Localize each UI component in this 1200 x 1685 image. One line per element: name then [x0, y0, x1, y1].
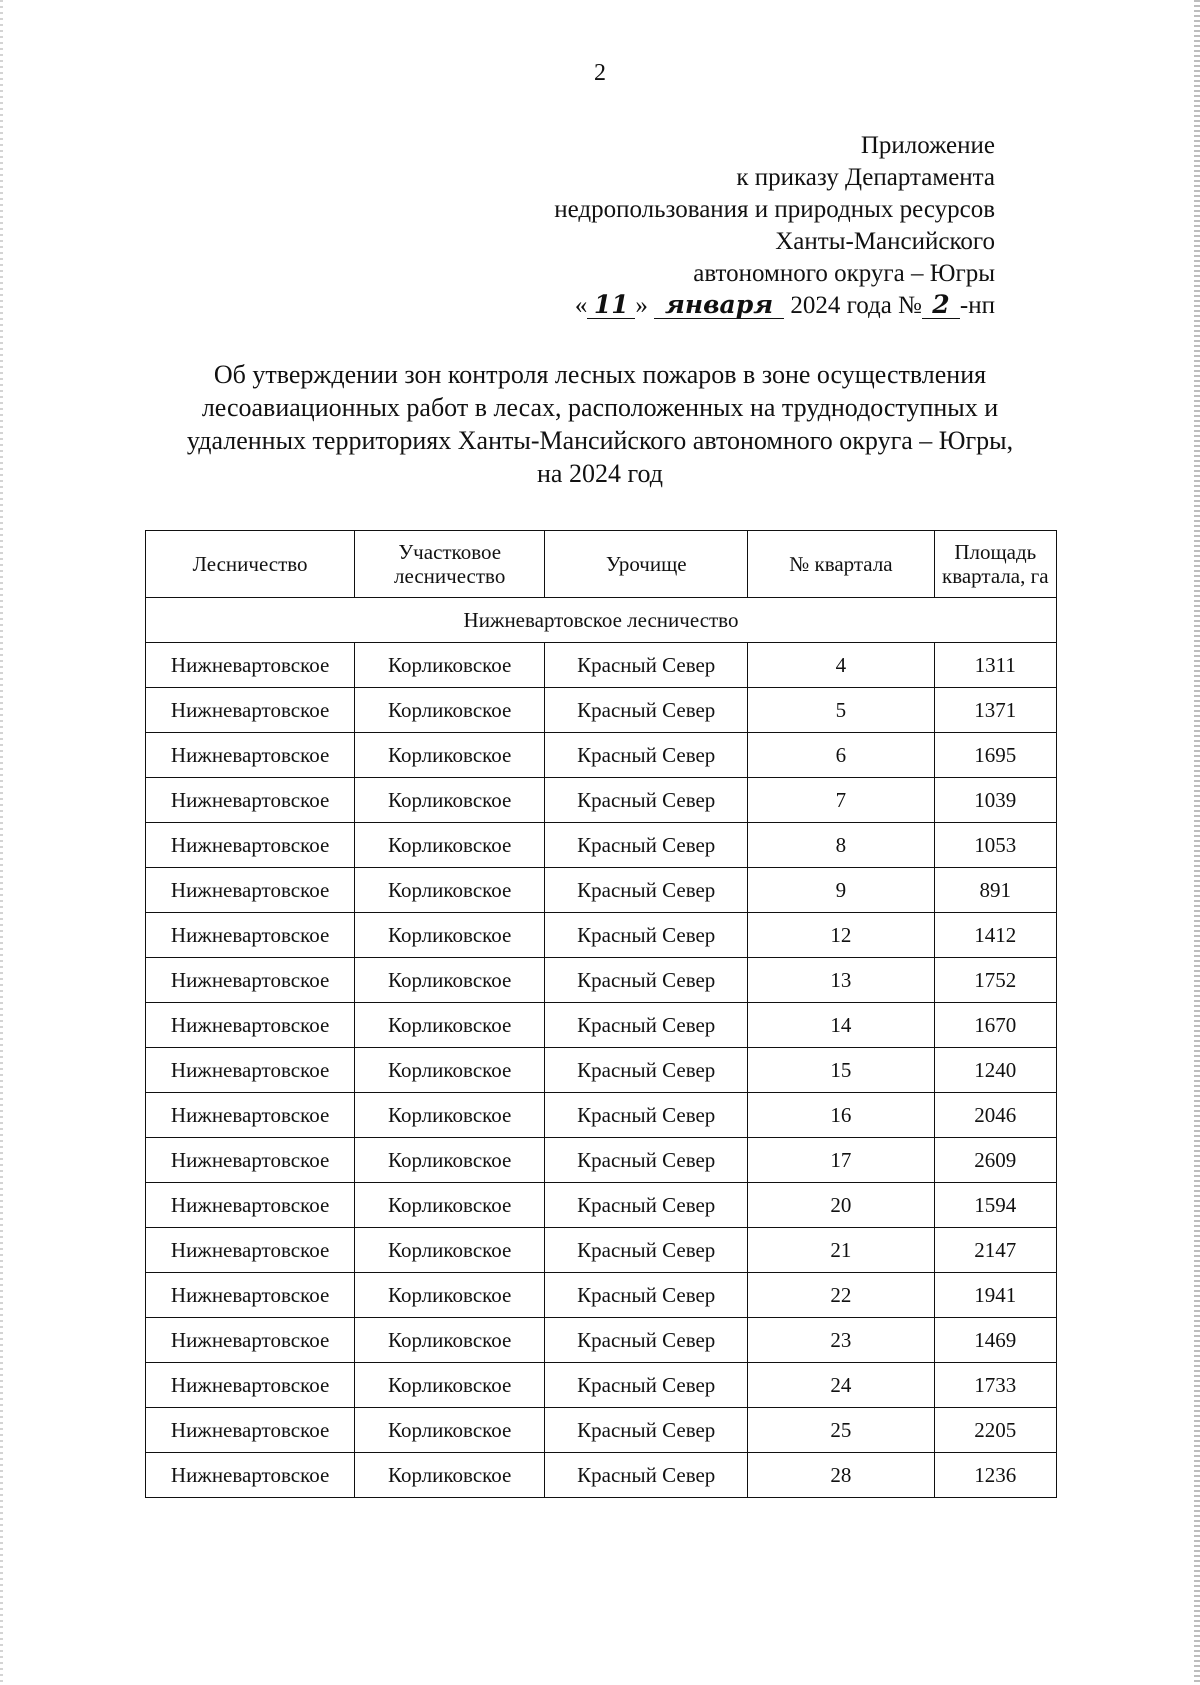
open-quote: « — [574, 292, 588, 319]
cell-forestry: Нижневартовское — [146, 1318, 355, 1363]
cell-quarter: 8 — [748, 823, 934, 868]
table-row — [146, 1408, 1057, 1453]
cell-district: Корликовское — [355, 688, 545, 733]
cell-district: Корликовское — [355, 958, 545, 1003]
cell-area: 2147 — [934, 1228, 1056, 1273]
cell-area: 1594 — [934, 1183, 1056, 1228]
cell-forestry: Нижневартовское — [146, 1138, 355, 1183]
cell-quarter: 12 — [748, 913, 934, 958]
title-line: на 2024 год — [537, 459, 663, 488]
cell-district: Корликовское — [355, 733, 545, 778]
cell-district: Корликовское — [355, 1093, 545, 1138]
cell-quarter: 4 — [748, 643, 934, 688]
header-area-line2: квартала, га — [942, 564, 1049, 588]
header-area — [934, 531, 1056, 598]
cell-quarter: 22 — [748, 1273, 934, 1318]
table-row — [146, 1273, 1057, 1318]
cell-forestry: Нижневартовское — [146, 958, 355, 1003]
table-row — [146, 958, 1057, 1003]
cell-quarter: 25 — [748, 1408, 934, 1453]
header-tract: Урочище — [545, 531, 748, 598]
cell-forestry: Нижневартовское — [146, 1228, 355, 1273]
cell-tract: Красный Север — [545, 913, 748, 958]
cell-forestry: Нижневартовское — [146, 913, 355, 958]
cell-area: 1733 — [934, 1363, 1056, 1408]
appendix-line: к приказу Департамента — [736, 164, 995, 191]
cell-area: 1670 — [934, 1003, 1056, 1048]
group-row — [146, 598, 1057, 643]
cell-forestry: Нижневартовское — [146, 868, 355, 913]
cell-quarter: 5 — [748, 688, 934, 733]
cell-tract: Красный Север — [545, 643, 748, 688]
cell-forestry: Нижневартовское — [146, 1273, 355, 1318]
cell-district: Корликовское — [355, 1228, 545, 1273]
forest-zones-table — [145, 530, 1057, 1498]
appendix-line: Ханты-Мансийского — [775, 228, 995, 255]
cell-quarter: 15 — [748, 1048, 934, 1093]
cell-forestry: Нижневартовское — [146, 643, 355, 688]
cell-quarter: 13 — [748, 958, 934, 1003]
cell-tract: Красный Север — [545, 1408, 748, 1453]
cell-forestry: Нижневартовское — [146, 1183, 355, 1228]
cell-district: Корликовское — [355, 1273, 545, 1318]
appendix-line: Приложение — [860, 132, 995, 159]
cell-area: 1240 — [934, 1048, 1056, 1093]
cell-forestry: Нижневартовское — [146, 1363, 355, 1408]
cell-forestry: Нижневартовское — [146, 1453, 355, 1498]
cell-district: Корликовское — [355, 868, 545, 913]
cell-quarter: 17 — [748, 1138, 934, 1183]
cell-area: 2609 — [934, 1138, 1056, 1183]
cell-quarter: 9 — [748, 868, 934, 913]
table-row — [146, 643, 1057, 688]
cell-forestry: Нижневартовское — [146, 1093, 355, 1138]
cell-forestry: Нижневартовское — [146, 1003, 355, 1048]
order-suffix: -нп — [959, 292, 995, 319]
table-row — [146, 1453, 1057, 1498]
cell-district: Корликовское — [355, 778, 545, 823]
cell-district: Корликовское — [355, 1048, 545, 1093]
cell-tract: Красный Север — [545, 1003, 748, 1048]
group-title: Нижневартовское лесничество — [146, 598, 1057, 643]
title-line: удаленных территориях Ханты-Мансийского автономного округа – Югры, — [186, 426, 1014, 455]
cell-area: 2046 — [934, 1093, 1056, 1138]
cell-district: Корликовское — [355, 1138, 545, 1183]
cell-area: 1236 — [934, 1453, 1056, 1498]
table-row — [146, 778, 1057, 823]
cell-area: 1469 — [934, 1318, 1056, 1363]
scan-edge-left — [0, 0, 3, 1685]
appendix-header — [395, 130, 995, 322]
order-day: 11 — [587, 292, 635, 319]
order-year: 2024 года № — [790, 292, 922, 319]
cell-forestry: Нижневартовское — [146, 688, 355, 733]
cell-tract: Красный Север — [545, 1363, 748, 1408]
cell-tract: Красный Север — [545, 823, 748, 868]
cell-tract: Красный Север — [545, 1318, 748, 1363]
table-row — [146, 1363, 1057, 1408]
cell-district: Корликовское — [355, 1363, 545, 1408]
cell-tract: Красный Север — [545, 958, 748, 1003]
cell-district: Корликовское — [355, 913, 545, 958]
cell-tract: Красный Север — [545, 688, 748, 733]
cell-forestry: Нижневартовское — [146, 733, 355, 778]
header-quarter: № квартала — [748, 531, 934, 598]
cell-area: 1412 — [934, 913, 1056, 958]
cell-quarter: 24 — [748, 1363, 934, 1408]
table-row — [146, 1318, 1057, 1363]
table-row — [146, 1003, 1057, 1048]
cell-forestry: Нижневартовское — [146, 778, 355, 823]
cell-tract: Красный Север — [545, 868, 748, 913]
cell-area: 2205 — [934, 1408, 1056, 1453]
cell-area: 1941 — [934, 1273, 1056, 1318]
cell-forestry: Нижневартовское — [146, 823, 355, 868]
cell-quarter: 14 — [748, 1003, 934, 1048]
order-number: 2 — [922, 292, 960, 319]
cell-area: 1039 — [934, 778, 1056, 823]
cell-quarter: 23 — [748, 1318, 934, 1363]
table-row — [146, 913, 1057, 958]
title-line: лесоавиационных работ в лесах, расположенных на труднодоступных и — [201, 393, 999, 422]
appendix-line: автономного округа – Югры — [693, 260, 995, 287]
close-quote: » — [635, 292, 648, 319]
cell-area: 1311 — [934, 643, 1056, 688]
cell-quarter: 6 — [748, 733, 934, 778]
cell-tract: Красный Север — [545, 1228, 748, 1273]
header-district — [355, 531, 545, 598]
header-forestry: Лесничество — [146, 531, 355, 598]
table-row — [146, 1138, 1057, 1183]
cell-district: Корликовское — [355, 1318, 545, 1363]
cell-district: Корликовское — [355, 1453, 545, 1498]
cell-quarter: 16 — [748, 1093, 934, 1138]
header-district-line1: Участковое — [398, 540, 502, 564]
table-header-row — [146, 531, 1057, 598]
cell-area: 891 — [934, 868, 1056, 913]
cell-area: 1053 — [934, 823, 1056, 868]
table-row — [146, 733, 1057, 778]
cell-tract: Красный Север — [545, 1048, 748, 1093]
title-line: Об утверждении зон контроля лесных пожаров в зоне осуществления — [213, 360, 987, 389]
cell-tract: Красный Север — [545, 733, 748, 778]
header-area-line1: Площадь — [954, 540, 1037, 564]
table-row — [146, 1228, 1057, 1273]
cell-area: 1752 — [934, 958, 1056, 1003]
cell-district: Корликовское — [355, 1183, 545, 1228]
cell-tract: Красный Север — [545, 1138, 748, 1183]
cell-forestry: Нижневартовское — [146, 1408, 355, 1453]
document-title — [140, 358, 1060, 490]
cell-area: 1371 — [934, 688, 1056, 733]
table-row — [146, 1093, 1057, 1138]
table-row — [146, 823, 1057, 868]
cell-district: Корликовское — [355, 643, 545, 688]
cell-quarter: 21 — [748, 1228, 934, 1273]
cell-district: Корликовское — [355, 823, 545, 868]
order-month: января — [654, 292, 784, 319]
cell-quarter: 20 — [748, 1183, 934, 1228]
order-date-line — [395, 290, 995, 322]
header-district-line2: лесничество — [394, 564, 506, 588]
table-row — [146, 688, 1057, 733]
cell-district: Корликовское — [355, 1408, 545, 1453]
page-number: 2 — [594, 60, 606, 86]
cell-tract: Красный Север — [545, 778, 748, 823]
table-row — [146, 1048, 1057, 1093]
cell-district: Корликовское — [355, 1003, 545, 1048]
table-row — [146, 1183, 1057, 1228]
cell-tract: Красный Север — [545, 1183, 748, 1228]
cell-tract: Красный Север — [545, 1093, 748, 1138]
cell-tract: Красный Север — [545, 1273, 748, 1318]
scan-edge-right — [1194, 0, 1200, 1685]
cell-forestry: Нижневартовское — [146, 1048, 355, 1093]
cell-tract: Красный Север — [545, 1453, 748, 1498]
cell-quarter: 7 — [748, 778, 934, 823]
appendix-line: недропользования и природных ресурсов — [554, 196, 995, 223]
table-row — [146, 868, 1057, 913]
cell-area: 1695 — [934, 733, 1056, 778]
table-body — [146, 598, 1057, 1498]
cell-quarter: 28 — [748, 1453, 934, 1498]
